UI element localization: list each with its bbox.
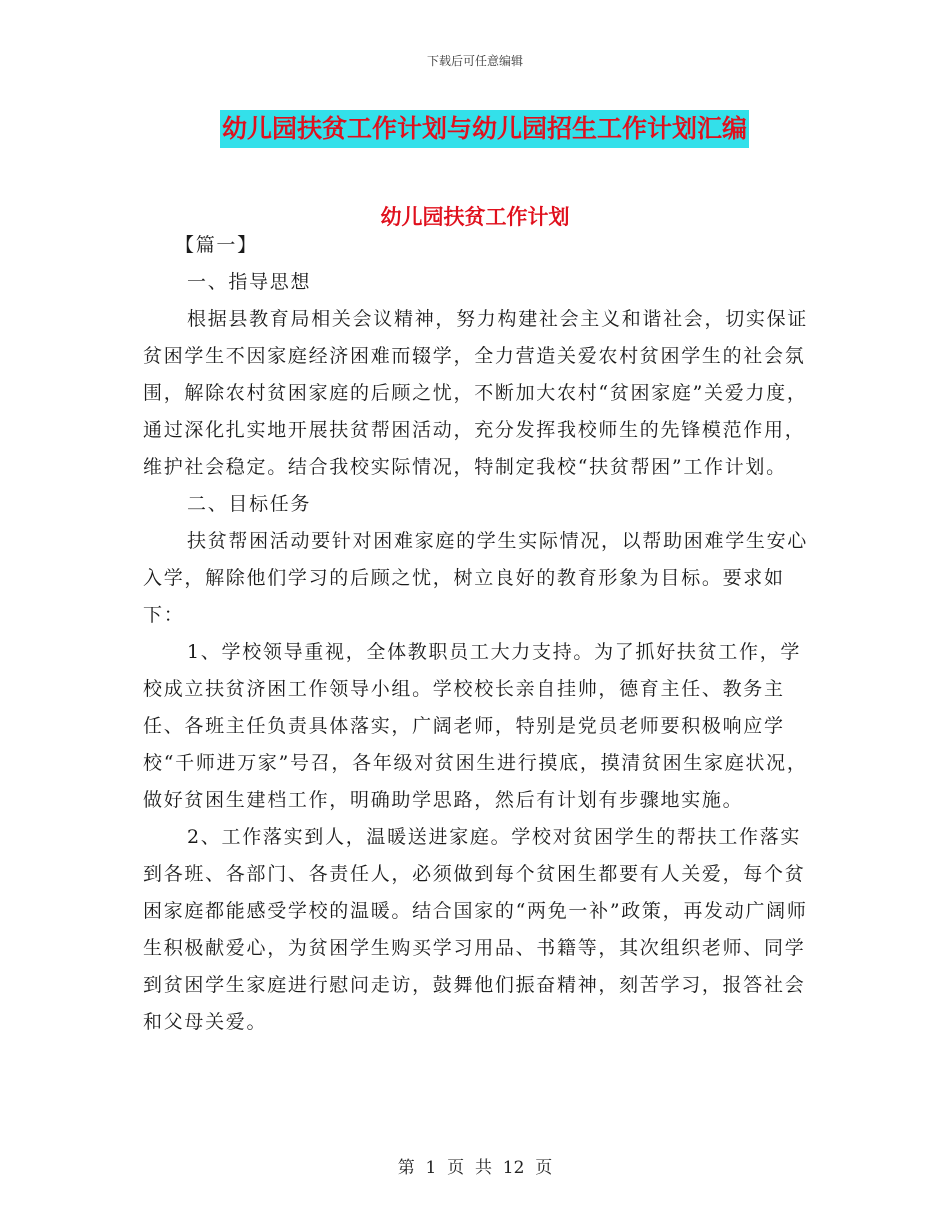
page-indicator: 第 1 页 共 12 页 [397, 1158, 553, 1178]
document-sub-title: 幼儿园扶贫工作计划 [380, 205, 570, 229]
paragraph: 2、工作落实到人，温暖送进家庭。学校对贫困学生的帮扶工作落实到各班、各部门、各责任人，必须做到每个贫困生都要有人关爱，每个贫困家庭都能感受学校的温暖。结合国家的“两免一补”政策，再发动广阔师生积极献爱心，为贫困学生购买学习用品、书籍等，其次组织老师、同学到贫困学生家庭进行慰问走访，鼓舞他们振奋精神，刻苦学习，报答社会和父母关爱。 [143, 826, 808, 1033]
document-main-title: 幼儿园扶贫工作计划与幼儿园招生工作计划汇编 [220, 110, 749, 148]
header-note: 下载后可任意编辑 [426, 54, 523, 68]
paragraph: 根据县教育局相关会议精神，努力构建社会主义和谐社会，切实保证贫困学生不因家庭经济困难而辍学，全力营造关爱农村贫困学生的社会氛围，解除农村贫困家庭的后顾之忧，不断加大农村“贫困家庭”关爱力度，通过深化扎实地开展扶贫帮困活动，充分发挥我校师生的先锋模范作用，维护社会稳定。结合我校实际情况，特制定我校“扶贫帮困”工作计划。 [143, 308, 809, 478]
paragraph: 1、学校领导重视，全体教职员工大力支持。为了抓好扶贫工作，学校成立扶贫济困工作领导小组。学校校长亲自挂帅，德育主任、教务主任、各班主任负责具体落实，广阔老师，特别是党员老师要积极响应学校“千师进万家”号召，各年级对贫困生进行摸底，摸清贫困生家庭状况，做好贫困生建档工作，明确助学思路，然后有计划有步骤地实施。 [143, 641, 808, 811]
document-body [143, 227, 808, 1041]
heading-goals: 二、目标任务 [187, 493, 312, 515]
section-label: 【篇一】 [175, 234, 258, 256]
paragraph: 扶贫帮困活动要针对困难家庭的学生实际情况，以帮助困难学生安心入学，解除他们学习的后顾之忧，树立良好的教育形象为目标。要求如下： [143, 530, 809, 626]
heading-guiding-principle: 一、指导思想 [187, 271, 312, 293]
